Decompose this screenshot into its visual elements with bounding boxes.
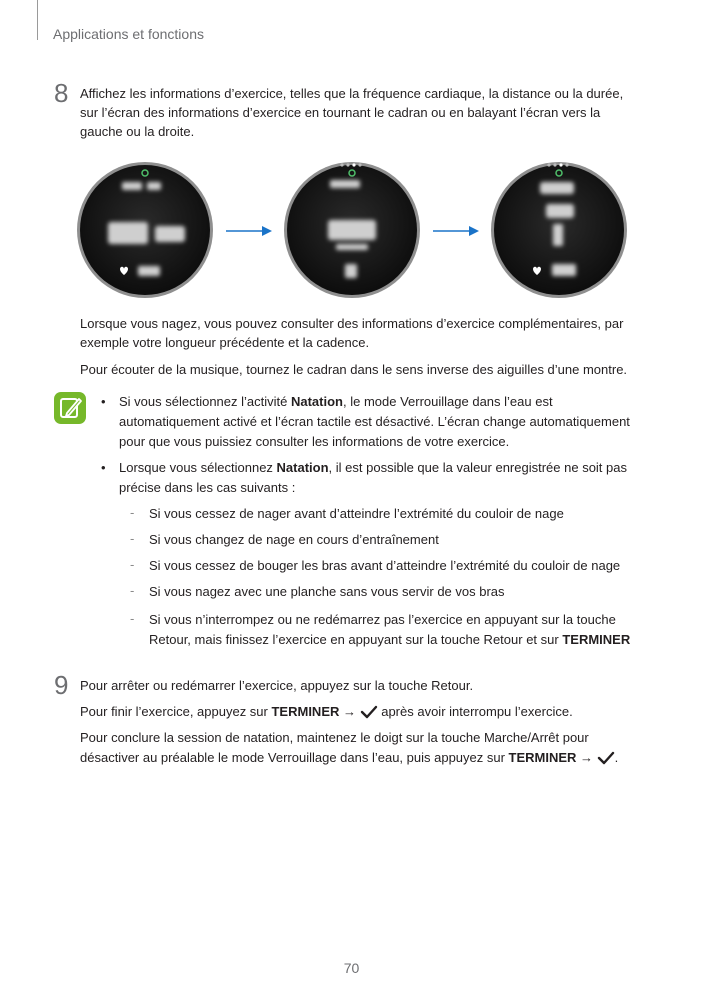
bullet-marker: • [101,394,106,409]
step-number-9: 9 [54,670,69,700]
note-bullet1-line1: Si vous sélectionnez l’activité Natation, le mode Verrouillage dans l’eau est [119,394,553,409]
dash-marker: - [130,583,135,598]
note-bullet2-line2: précise dans les cas suivants : [119,480,296,495]
arrow-right-icon [433,226,479,236]
step8-line3: gauche ou la droite. [80,124,195,139]
dash-marker: - [130,611,135,626]
checkmark-icon [360,705,378,719]
info-line1: Lorsque vous nagez, vous pouvez consulter des informations d’exercice complémentaires, par [80,316,624,331]
sub-item-1: Si vous cessez de nager avant d’atteindre l’extrémité du couloir de nage [149,506,564,521]
note-pencil-icon [54,392,86,424]
bullet-marker: • [101,460,106,475]
info-line2: exemple votre longueur précédente et la cadence. [80,335,370,350]
note-bullet2-line1: Lorsque vous sélectionnez Natation, il est possible que la valeur enregistrée ne soit pas [119,460,627,475]
sub-item-3: Si vous cessez de bouger les bras avant d’atteindre l’extrémité du couloir de nage [149,558,621,573]
page-header: Applications et fonctions [53,26,204,42]
header-rule [37,0,38,40]
step9-line3: Pour conclure la session de natation, maintenez le doigt sur la touche Marche/Arrêt pour [80,730,589,745]
step8-line1: Affichez les informations d’exercice, telles que la fréquence cardiaque, la distance ou la durée, [80,86,624,101]
sub-item-5-line2: Retour, mais finissez l’exercice en appuyant sur la touche Retour et sur TERMINER [149,632,631,647]
step8-line2: sur l’écran des informations d’exercice en tournant le cadran ou en balayant l’écran vers la [80,105,601,120]
watch-screen-2 [284,162,420,298]
checkmark-icon [597,751,615,765]
arrow-right-icon [226,226,272,236]
step9-line2: Pour finir l’exercice, appuyez sur TERMINER → après avoir interrompu l’exercice. [80,704,573,719]
step-number-8: 8 [54,78,69,108]
note-bullet1-line2: automatiquement activé et l’écran tactile est désactivé. L’écran change automatiquement [119,414,630,429]
sub-item-2: Si vous changez de nage en cours d’entraînement [149,532,439,547]
step9-line1: Pour arrêter ou redémarrer l’exercice, appuyez sur la touche Retour. [80,678,474,693]
info-line3: Pour écouter de la musique, tournez le cadran dans le sens inverse des aiguilles d’une montre. [80,362,628,377]
dash-marker: - [130,505,135,520]
sub-item-4: Si vous nagez avec une planche sans vous servir de vos bras [149,584,505,599]
step9-line4: désactiver au préalable le mode Verrouillage dans l’eau, puis appuyez sur TERMINER → . [80,750,619,765]
dash-marker: - [130,531,135,546]
dash-marker: - [130,557,135,572]
watch-screen-3 [491,162,627,298]
watch-screen-1 [77,162,213,298]
page-number: 70 [343,960,360,976]
note-bullet1-line3: pour que vous puissiez consulter les informations de votre exercice. [119,434,510,449]
watch-screens-illustration [0,160,703,300]
sub-item-5-line1: Si vous n’interrompez ou ne redémarrez pas l’exercice en appuyant sur la touche [149,612,616,627]
